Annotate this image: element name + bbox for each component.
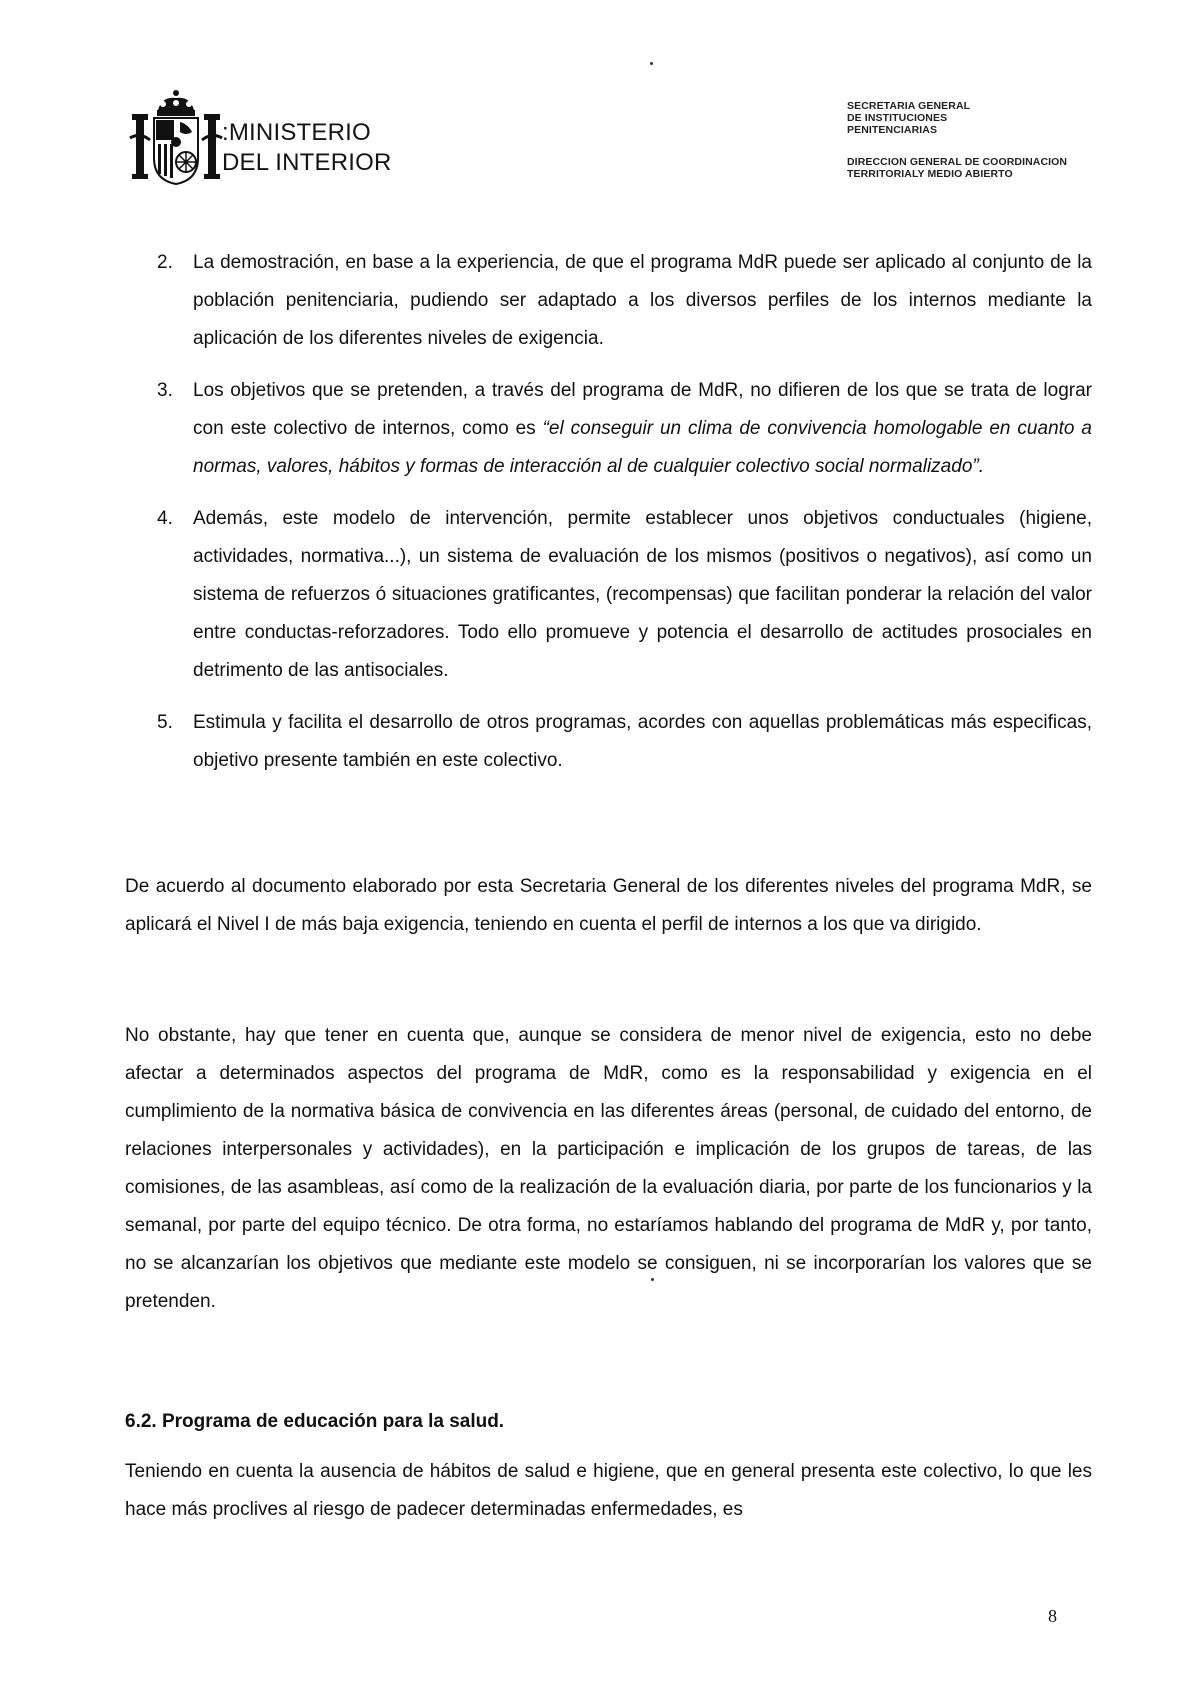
list-text-quote: “el conseguir un clima de convivencia homologable en cuanto a normas, valores, hábitos y formas de interacción al de cualquier colectivo social normalizado”. bbox=[193, 418, 1092, 477]
numbered-list bbox=[157, 244, 1092, 794]
page-number: 8 bbox=[1048, 1606, 1057, 1626]
department-block bbox=[847, 100, 1067, 180]
list-item bbox=[157, 704, 1092, 780]
list-number: 4. bbox=[157, 508, 173, 529]
ministry-line-2: DEL INTERIOR bbox=[222, 149, 392, 176]
section-heading: 6.2. Programa de educación para la salud. bbox=[125, 1411, 505, 1432]
section-paragraph: Teniendo en cuenta la ausencia de hábitos de salud e higiene, que en general presenta este colectivo, lo que les hace más proclives al riesgo de padecer determinadas enfermedades, es bbox=[125, 1461, 1092, 1520]
list-text bbox=[193, 372, 1092, 486]
list-text: Además, este modelo de intervención, permite establecer unos objetivos conductuales (higiene, actividades, normativa...), un sistema de evaluación de los mismos (positivos o negativos), así como un sistema de refuerzos ó situaciones gratificantes, (recompensas) que facilitan ponderar la relación del valor entre conductas-reforzadores. Todo ello promueve y potencia el desarrollo de actitudes prosociales en detrimento de las antisociales. bbox=[193, 508, 1092, 681]
ministry-name bbox=[222, 118, 392, 178]
list-text: La demostración, en base a la experiencia, de que el programa MdR puede ser aplicado al conjunto de la población penitenciaria, pudiendo ser adaptado a los diversos perfiles de los internos mediante la aplicación de los diferentes niveles de exigencia. bbox=[193, 252, 1092, 349]
dept-line: TERRITORIALY MEDIO ABIERTO bbox=[847, 168, 1013, 180]
list-text: Estimula y facilita el desarrollo de otros programas, acordes con aquellas problemáticas más especificas, objetivo presente también en este colectivo. bbox=[193, 712, 1092, 771]
list-text-plain: Los objetivos que se pretenden, a través del programa de MdR, no difieren de los que se trata de lograr con este colectivo de internos, como es bbox=[193, 380, 1092, 439]
list-number: 2. bbox=[157, 252, 173, 273]
scan-speck bbox=[650, 62, 653, 65]
ministry-line-1: :MINISTERIO bbox=[222, 119, 371, 146]
list-number: 5. bbox=[157, 712, 173, 733]
body-paragraph: De acuerdo al documento elaborado por esta Secretaria General de los diferentes niveles del programa MdR, se aplicará el Nivel I de más baja exigencia, teniendo en cuenta el perfil de internos a los que va dirigido. bbox=[125, 876, 1092, 935]
list-item bbox=[157, 372, 1092, 486]
list-item bbox=[157, 244, 1092, 358]
dept-line: SECRETARIA GENERAL bbox=[847, 100, 971, 112]
list-item bbox=[157, 500, 1092, 690]
dept-line: PENITENCIARIAS bbox=[847, 124, 938, 136]
dept-line: DE INSTITUCIONES bbox=[847, 112, 948, 124]
coat-of-arms-icon bbox=[128, 88, 224, 188]
list-number: 3. bbox=[157, 380, 173, 401]
body-paragraph: No obstante, hay que tener en cuenta que, aunque se considera de menor nivel de exigencia, esto no debe afectar a determinados aspectos del programa de MdR, como es la responsabilidad y exigencia en el cumplimiento de la normativa básica de convivencia en las diferentes áreas (personal, de cuidado del entorno, de relaciones interpersonales y actividades), en la participación e implicación de los grupos de tareas, de las comisiones, de las asambleas, así como de la realización de la evaluación diaria, por parte de los funcionarios y la semanal, por parte del equipo técnico. De otra forma, no estaríamos hablando del programa de MdR y, por tanto, no se alcanzarían los objetivos que mediante este modelo se consiguen, ni se incorporarían los valores que se pretenden. bbox=[125, 1025, 1092, 1312]
dept-line: DIRECCION GENERAL DE COORDINACION bbox=[847, 156, 1068, 168]
